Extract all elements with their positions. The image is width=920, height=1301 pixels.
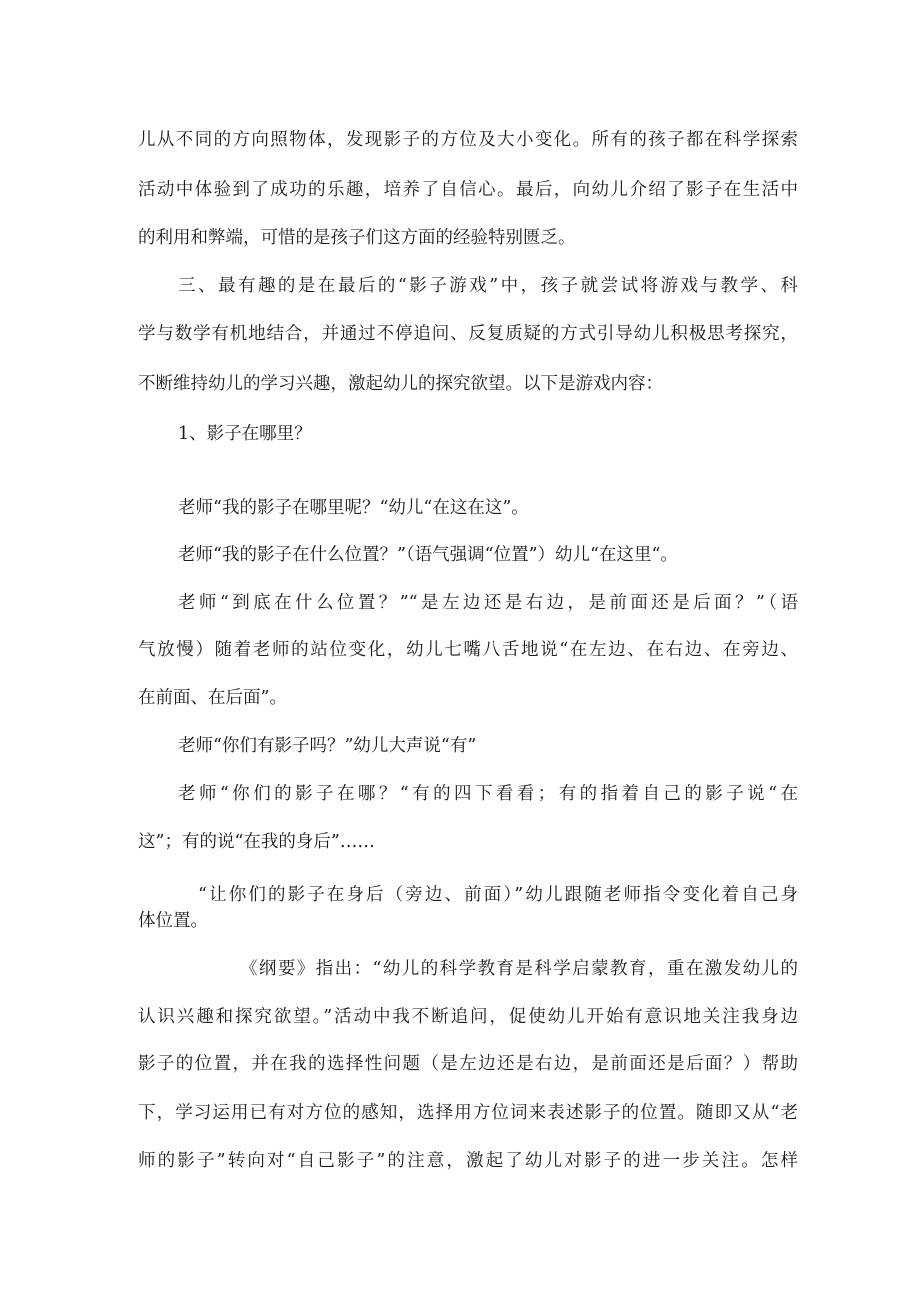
text-line: 老师“我的影子在哪里呢？“幼儿“在这在这”。 <box>178 498 529 518</box>
text-line: 不断维持幼儿的学习兴趣，激起幼儿的探究欲望。以下是游戏内容： <box>138 374 663 394</box>
text-line: 学与数学有机地结合，并通过不停追问、反复质疑的方式引导幼儿积极思考探究， <box>138 324 798 344</box>
text-line: 的利用和弊端，可惜的是孩子们这方面的经验特别匮乏。 <box>138 228 576 248</box>
text-line: 活动中体验到了成功的乐趣，培养了自信心。最后，向幼儿介绍了影子在生活中 <box>138 180 798 200</box>
text-line: 下，学习运用已有对方位的感知，选择用方位词来表述影子的位置。随即又从“老 <box>138 1103 798 1123</box>
text-line: 气放慢）随着老师的站位变化，幼儿七嘴八舌地说“在左边、在右边、在旁边、 <box>138 640 798 660</box>
text-line: 老师“你们的影子在哪？“有的四下看看；有的指着自己的影子说“在 <box>178 784 798 804</box>
text-line: 三、最有趣的是在最后的“影子游戏”中，孩子就尝试将游戏与教学、科 <box>178 276 798 296</box>
text-line: 师的影子”转向对“自己影子”的注意，激起了幼儿对影子的进一步关注。怎样 <box>138 1151 798 1171</box>
text-line: 老师“到底在什么位置？”“是左边还是右边，是前面还是后面？”（语 <box>178 593 798 613</box>
text-line: 《纲要》指出：“幼儿的科学教育是科学启蒙教育，重在激发幼儿的 <box>240 959 798 979</box>
text-line: “让你们的影子在身后（旁边、前面）”幼儿跟随老师指令变化着自己身 <box>198 885 798 905</box>
text-line: 在前面、在后面”。 <box>138 688 287 708</box>
text-line: 影子的位置，并在我的选择性问题（是左边还是右边，是前面还是后面？）帮助 <box>138 1054 798 1074</box>
text-line: 老师“你们有影子吗？”幼儿大声说“有” <box>178 736 477 756</box>
section-heading: 1、影子在哪里？ <box>178 424 312 444</box>
text-line: 这”；有的说“在我的身后”…… <box>138 832 375 852</box>
text-line: 体位置。 <box>138 911 208 931</box>
text-line: 老师“我的影子在什么位置？”（语气强调“位置”）幼儿“在这里“。 <box>178 545 678 565</box>
text-line: 认识兴趣和探究欲望。”活动中我不断追问，促使幼儿开始有意识地关注我身边 <box>138 1007 798 1027</box>
text-line: 儿从不同的方向照物体，发现影子的方位及大小变化。所有的孩子都在科学探索 <box>138 130 798 150</box>
